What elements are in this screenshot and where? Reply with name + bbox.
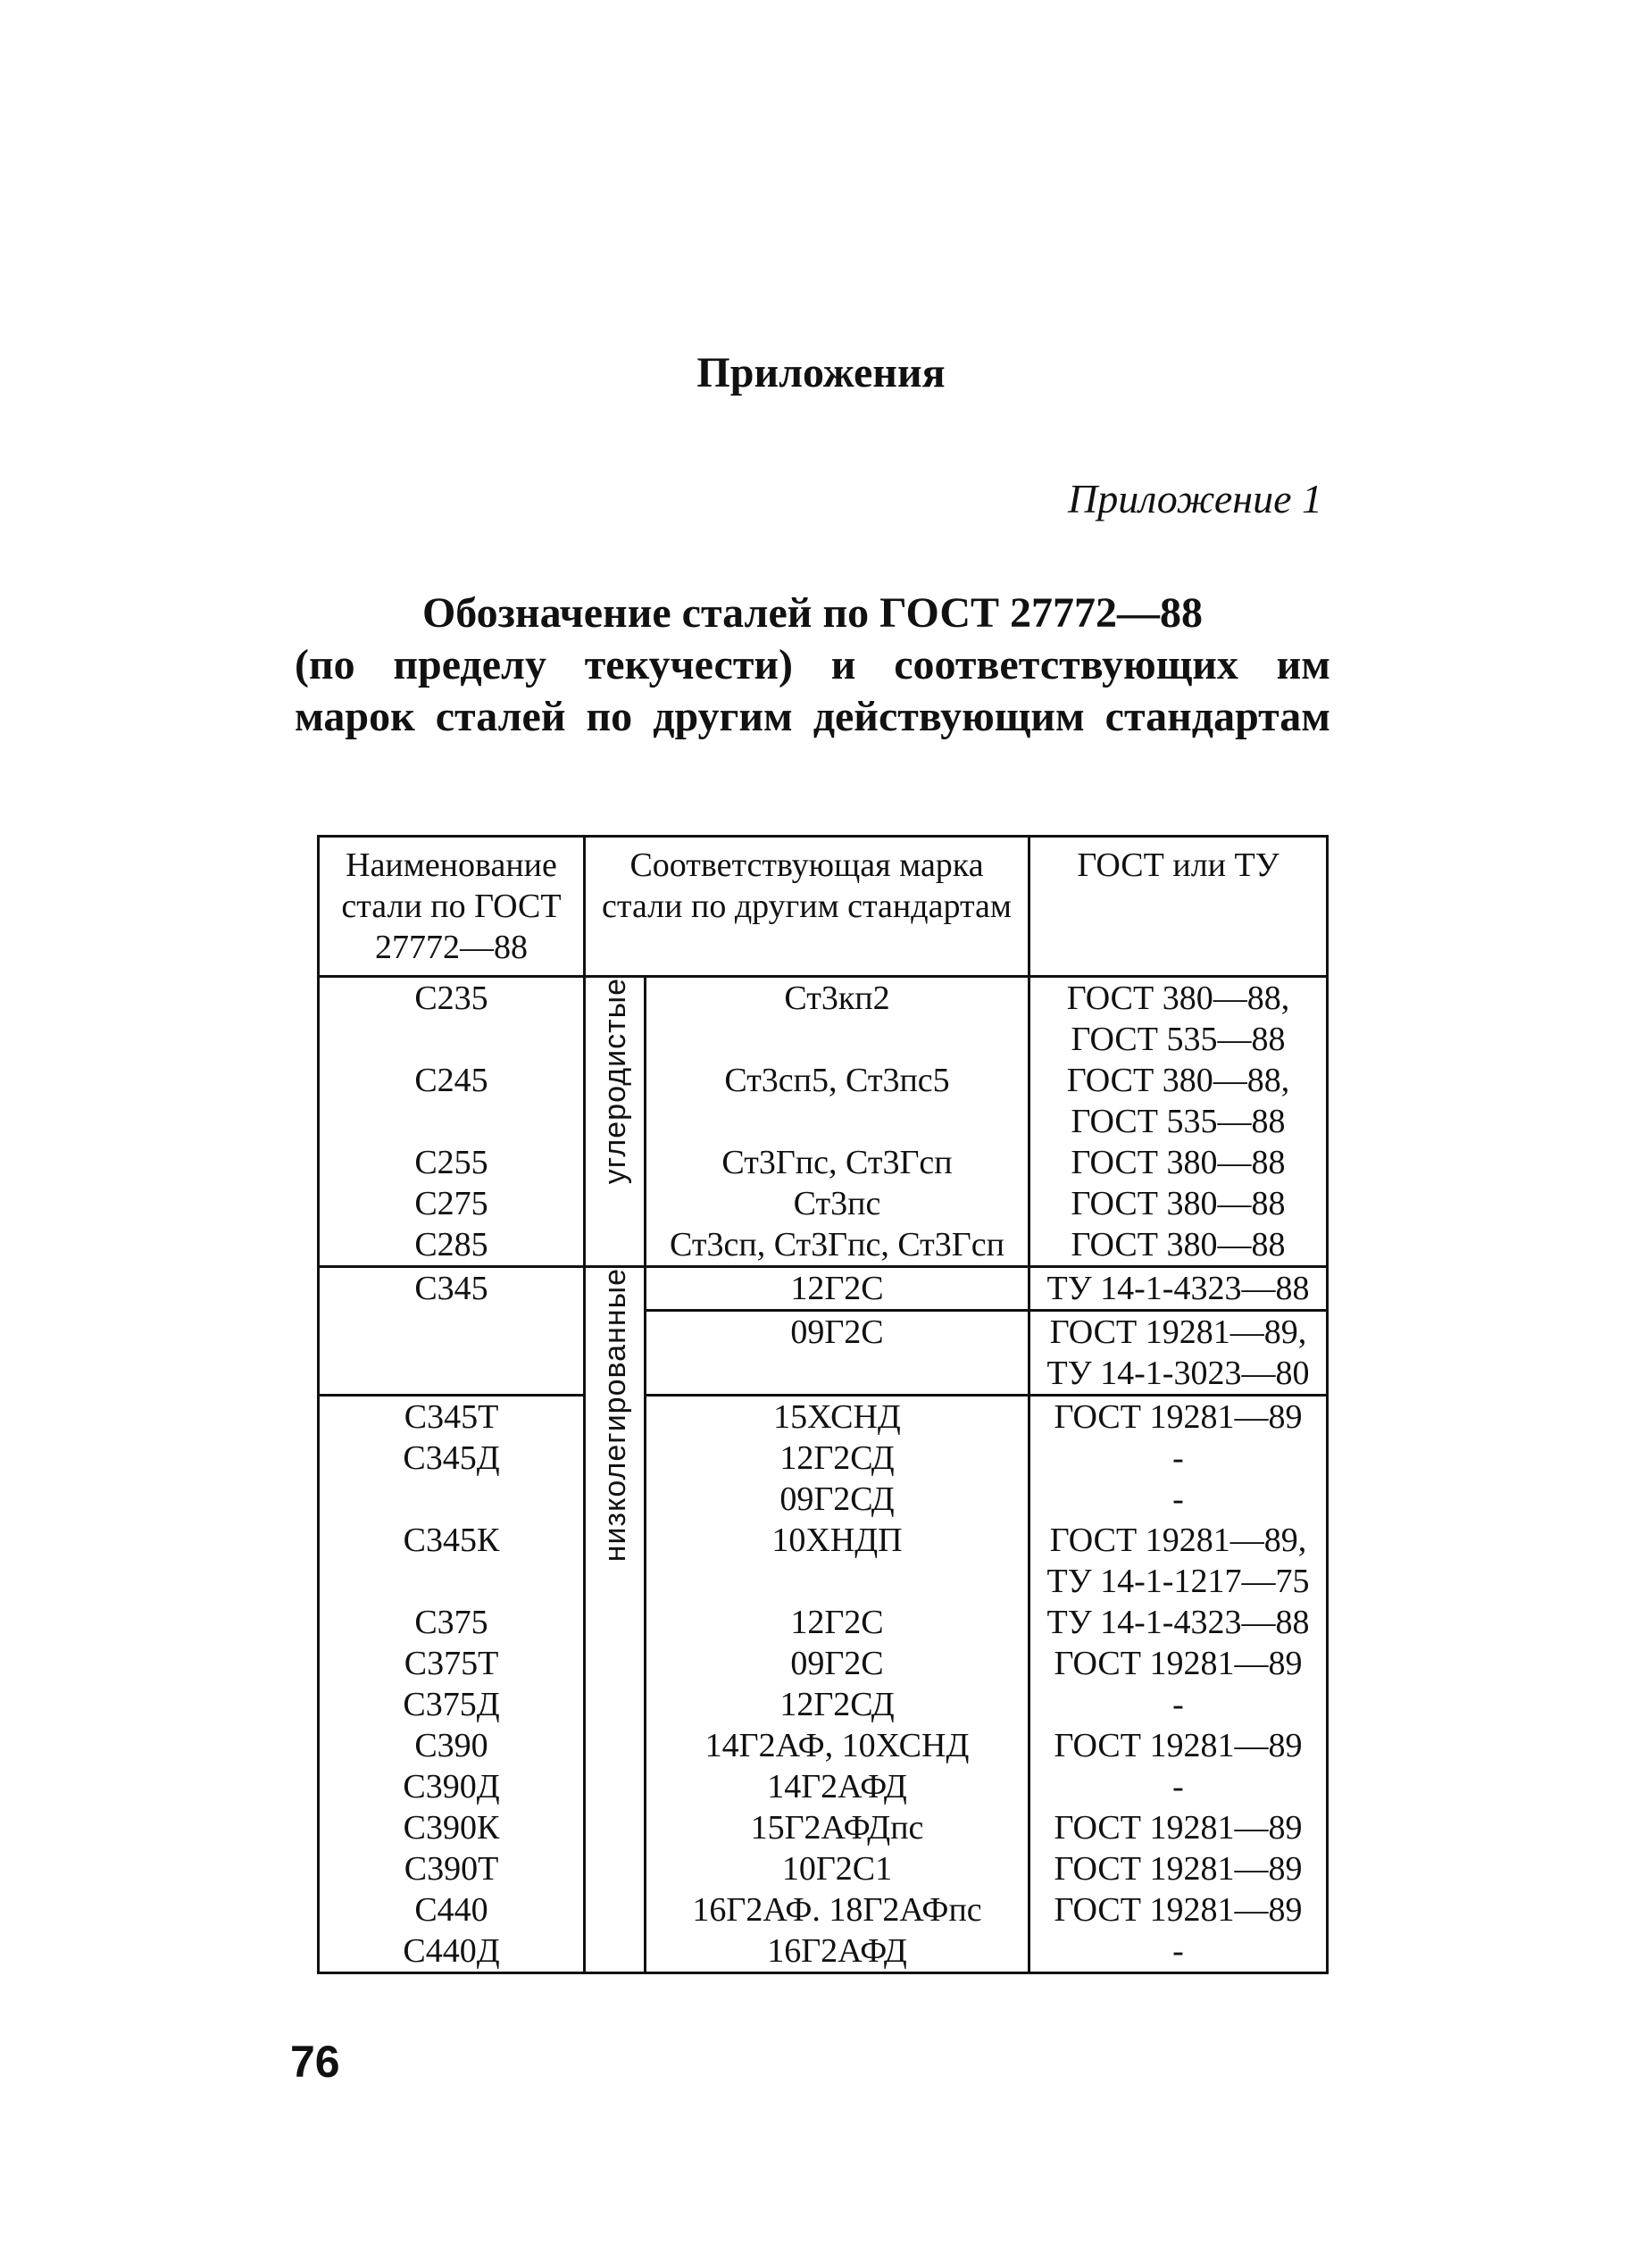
table-row xyxy=(319,977,1328,1061)
steel-name: С255 xyxy=(414,1144,488,1181)
gost-value: - xyxy=(1172,1686,1184,1723)
appendix-label: Приложение 1 xyxy=(1067,476,1322,521)
grade-cell xyxy=(646,1396,1029,1438)
steel-name: С390Д xyxy=(403,1768,500,1805)
steel-name-cell xyxy=(319,1684,585,1725)
table-row xyxy=(319,1183,1328,1224)
steel-name-cell xyxy=(319,1224,585,1267)
steel-grades-table xyxy=(317,835,1329,1974)
steel-name-cell xyxy=(319,1848,585,1889)
steel-name: С375Т xyxy=(404,1645,499,1682)
gost-value: - xyxy=(1172,1932,1184,1970)
gost-cell xyxy=(1029,1684,1328,1725)
gost-cell xyxy=(1029,1889,1328,1930)
table-title-line: Обозначение сталей по ГОСТ 27772—88 xyxy=(421,589,1204,637)
gost-value: ТУ 14-1-4323—88 xyxy=(1046,1270,1310,1307)
gost-value: - xyxy=(1172,1480,1184,1518)
steel-name-cell xyxy=(319,1807,585,1848)
grade-value: 14Г2АФ, 10ХСНД xyxy=(704,1727,970,1764)
steel-name: С285 xyxy=(414,1226,488,1263)
grade-cell xyxy=(646,1889,1029,1930)
steel-name-cell xyxy=(319,1889,585,1930)
table-row xyxy=(319,1438,1328,1479)
gost-value: ГОСТ 380—88, xyxy=(1066,1062,1290,1099)
gost-cell xyxy=(1029,1183,1328,1224)
grade-value: Ст3сп5, Ст3пс5 xyxy=(724,1062,950,1099)
gost-value: ГОСТ 19281—89 xyxy=(1054,1645,1303,1682)
steel-name-cell xyxy=(319,1766,585,1807)
grade-value: 15Г2АФДпс xyxy=(750,1809,924,1847)
gost-cell xyxy=(1029,1311,1328,1396)
table-row xyxy=(319,1520,1328,1602)
grade-cell xyxy=(646,1766,1029,1807)
gost-value: ГОСТ 380—88, xyxy=(1066,980,1290,1017)
gost-value: ТУ 14-1-1217—75 xyxy=(1046,1563,1310,1600)
table-row xyxy=(319,1889,1328,1930)
gost-value: ГОСТ 19281—89 xyxy=(1054,1727,1303,1764)
grade-value: 12Г2С xyxy=(790,1270,884,1307)
gost-cell xyxy=(1029,1267,1328,1311)
grade-value: 12Г2СД xyxy=(779,1686,895,1723)
category-label: низколегированные xyxy=(597,1268,632,1563)
table-row xyxy=(319,1224,1328,1267)
gost-value: ГОСТ 380—88 xyxy=(1071,1144,1286,1181)
grade-cell xyxy=(646,1183,1029,1224)
gost-cell xyxy=(1029,1520,1328,1602)
table-title-line: марок сталей по другим действующим стандартам xyxy=(295,693,1330,740)
grade-cell xyxy=(646,1930,1029,1973)
grade-value: 12Г2С xyxy=(790,1604,884,1641)
steel-name-cell xyxy=(319,1930,585,1973)
category-label-cell xyxy=(585,977,646,1267)
steel-name: С390К xyxy=(403,1809,500,1847)
steel-name: С390Т xyxy=(404,1850,499,1888)
grade-cell xyxy=(646,1520,1029,1602)
grade-value: 16Г2АФД xyxy=(767,1932,907,1970)
table-row xyxy=(319,1396,1328,1438)
steel-name: С375 xyxy=(414,1604,488,1641)
table-row xyxy=(319,1643,1328,1684)
category-label-cell xyxy=(585,1267,646,1973)
grade-cell xyxy=(646,1224,1029,1267)
grade-cell xyxy=(646,1479,1029,1520)
table-row xyxy=(319,1311,1328,1396)
gost-value: ГОСТ 380—88 xyxy=(1071,1185,1286,1222)
steel-name: С345Т xyxy=(404,1398,499,1436)
gost-cell xyxy=(1029,1142,1328,1183)
grade-value: Ст3сп, Ст3Гпс, Ст3Гсп xyxy=(670,1226,1004,1263)
steel-name xyxy=(320,1479,583,1520)
grade-cell xyxy=(646,1684,1029,1725)
table-row xyxy=(319,1930,1328,1973)
gost-cell xyxy=(1029,1479,1328,1520)
gost-value: ТУ 14-1-3023—80 xyxy=(1046,1355,1310,1392)
gost-value: ГОСТ 380—88 xyxy=(1071,1226,1286,1263)
grade-value: Ст3кп2 xyxy=(784,980,890,1017)
section-title: Приложения xyxy=(696,349,946,396)
table-row xyxy=(319,1267,1328,1311)
steel-name-cell xyxy=(319,1142,585,1183)
table-title xyxy=(295,588,1330,743)
gost-value: - xyxy=(1172,1768,1184,1805)
steel-name: С345Д xyxy=(403,1439,500,1477)
steel-name: С440Д xyxy=(403,1932,500,1970)
gost-value: ГОСТ 535—88 xyxy=(1071,1021,1286,1058)
grade-cell xyxy=(646,1602,1029,1643)
grade-cell xyxy=(646,1807,1029,1848)
gost-value: ГОСТ 19281—89 xyxy=(1054,1398,1303,1436)
table-title-line: (по пределу текучести) и соответствующих им xyxy=(295,641,1330,688)
grade-value: 09Г2СД xyxy=(779,1480,895,1518)
steel-name-cell xyxy=(319,1725,585,1766)
steel-name: С345 xyxy=(414,1270,488,1307)
steel-name-cell xyxy=(319,1643,585,1684)
steel-name-cell xyxy=(319,1520,585,1602)
header-corresponding-grade: Соответствующая марка стали по другим стандартам xyxy=(585,837,1029,977)
page-number: 76 xyxy=(290,2037,340,2087)
header-gost: ГОСТ или ТУ xyxy=(1029,837,1328,977)
gost-value: ГОСТ 19281—89, xyxy=(1049,1522,1307,1559)
gost-cell xyxy=(1029,1602,1328,1643)
grade-cell xyxy=(646,1142,1029,1183)
steel-name-cell xyxy=(319,1602,585,1643)
grade-cell xyxy=(646,1725,1029,1766)
steel-name-cell xyxy=(319,1396,585,1438)
grade-value: 09Г2С xyxy=(790,1313,884,1351)
table-row xyxy=(319,1142,1328,1183)
grade-value: 09Г2С xyxy=(790,1645,884,1682)
grade-cell xyxy=(646,1311,1029,1396)
steel-name-cell xyxy=(319,1183,585,1224)
gost-cell xyxy=(1029,1930,1328,1973)
gost-value: - xyxy=(1172,1439,1184,1477)
grade-value: 10Г2С1 xyxy=(781,1850,893,1888)
steel-name-cell xyxy=(319,977,585,1061)
steel-name-cell xyxy=(319,1060,585,1142)
steel-name-cell xyxy=(319,1479,585,1520)
steel-name: С275 xyxy=(414,1185,488,1222)
gost-value: ГОСТ 19281—89, xyxy=(1049,1313,1307,1351)
gost-cell xyxy=(1029,977,1328,1061)
grade-value: 12Г2СД xyxy=(779,1439,895,1477)
steel-name xyxy=(320,1311,583,1352)
steel-name-cell xyxy=(319,1438,585,1479)
grade-value: 16Г2АФ. 18Г2АФпс xyxy=(692,1891,982,1929)
grade-cell xyxy=(646,1848,1029,1889)
table-row xyxy=(319,1725,1328,1766)
table-row xyxy=(319,1766,1328,1807)
gost-value: ГОСТ 19281—89 xyxy=(1054,1891,1303,1929)
table-row xyxy=(319,1479,1328,1520)
gost-cell xyxy=(1029,1848,1328,1889)
category-label: углеродистые xyxy=(597,978,632,1185)
steel-name: С390 xyxy=(414,1727,488,1764)
table-row xyxy=(319,1602,1328,1643)
gost-cell xyxy=(1029,1060,1328,1142)
table-row xyxy=(319,1684,1328,1725)
gost-cell xyxy=(1029,1224,1328,1267)
gost-cell xyxy=(1029,1396,1328,1438)
grade-cell xyxy=(646,1438,1029,1479)
gost-cell xyxy=(1029,1643,1328,1684)
gost-cell xyxy=(1029,1807,1328,1848)
steel-name-cell xyxy=(319,1311,585,1396)
grade-cell xyxy=(646,1267,1029,1311)
grade-cell xyxy=(646,1060,1029,1142)
gost-value: ГОСТ 535—88 xyxy=(1071,1103,1286,1140)
grade-value: Ст3пс xyxy=(793,1185,881,1222)
gost-cell xyxy=(1029,1766,1328,1807)
steel-name: С345К xyxy=(403,1522,500,1559)
steel-name-cell xyxy=(319,1267,585,1311)
grade-cell xyxy=(646,1643,1029,1684)
grade-value: 10ХНДП xyxy=(771,1522,903,1559)
grade-value: 14Г2АФД xyxy=(767,1768,907,1805)
table-row xyxy=(319,1060,1328,1142)
grade-cell xyxy=(646,977,1029,1061)
grade-value: 15ХСНД xyxy=(773,1398,901,1436)
steel-name: С235 xyxy=(414,980,488,1017)
gost-cell xyxy=(1029,1725,1328,1766)
table-row xyxy=(319,1807,1328,1848)
table-row xyxy=(319,1848,1328,1889)
table-header-row xyxy=(319,837,1328,977)
grade-value: Ст3Гпс, Ст3Гсп xyxy=(721,1144,953,1181)
gost-value: ГОСТ 19281—89 xyxy=(1054,1809,1303,1847)
gost-value: ГОСТ 19281—89 xyxy=(1054,1850,1303,1888)
gost-cell xyxy=(1029,1438,1328,1479)
steel-name: С440 xyxy=(414,1891,488,1929)
table-body xyxy=(319,977,1328,1973)
gost-value: ТУ 14-1-4323—88 xyxy=(1046,1604,1310,1641)
steel-name: С375Д xyxy=(403,1686,500,1723)
header-steel-name: Наименование стали по ГОСТ 27772—88 xyxy=(319,837,585,977)
steel-name: С245 xyxy=(414,1062,488,1099)
